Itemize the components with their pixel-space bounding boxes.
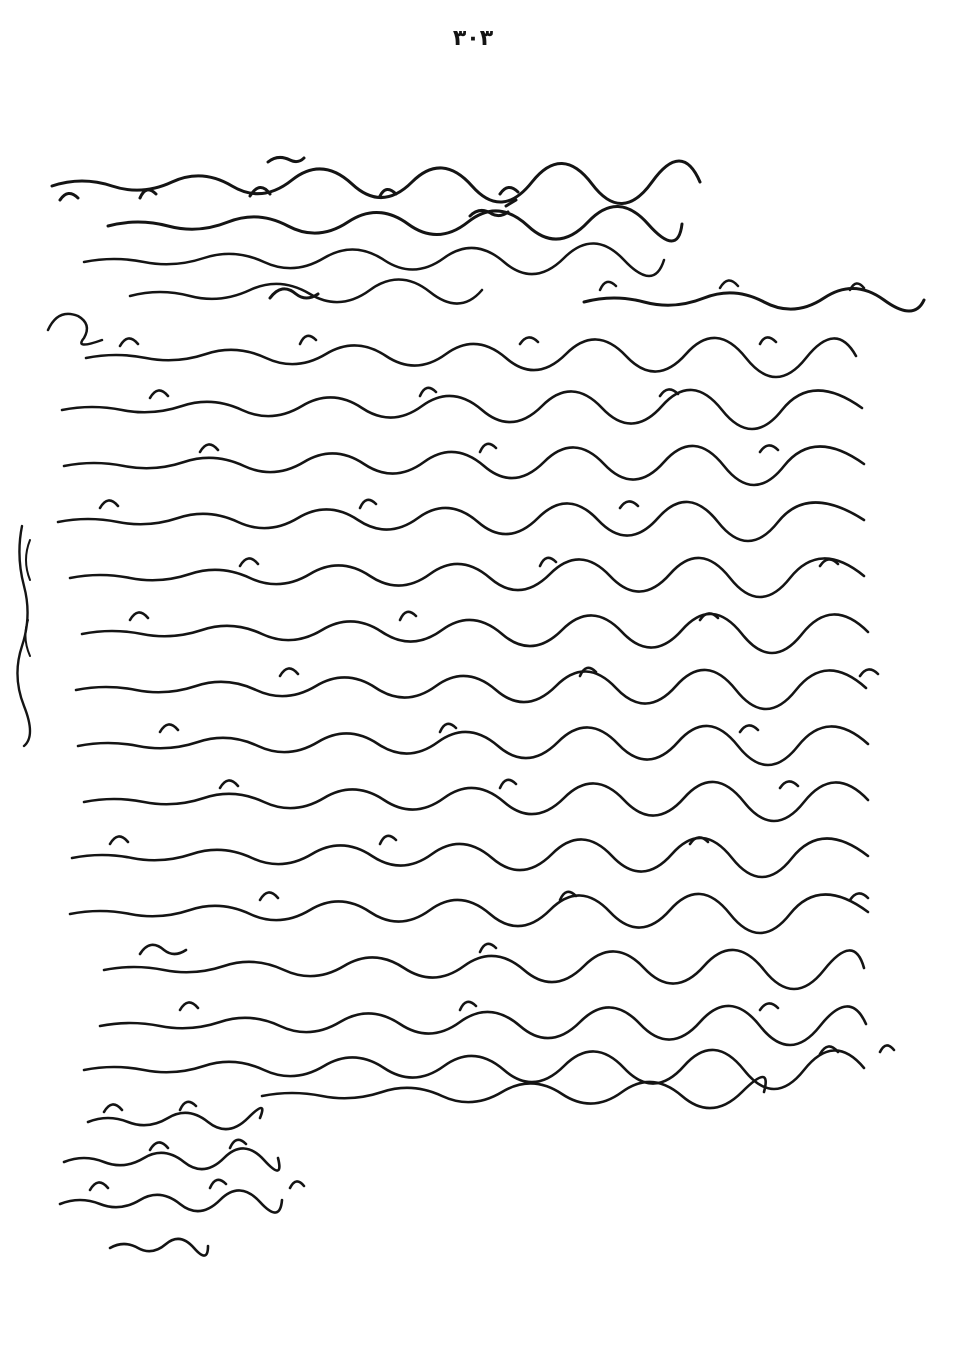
heading-mark	[268, 157, 304, 162]
body-text	[58, 336, 894, 1108]
page-number: ٣٠٣	[452, 26, 494, 51]
upper-left-mark	[48, 314, 102, 345]
margin-note	[17, 526, 30, 746]
signature-block	[60, 1102, 304, 1256]
heading-block	[52, 161, 700, 304]
basmala-line	[584, 288, 924, 311]
